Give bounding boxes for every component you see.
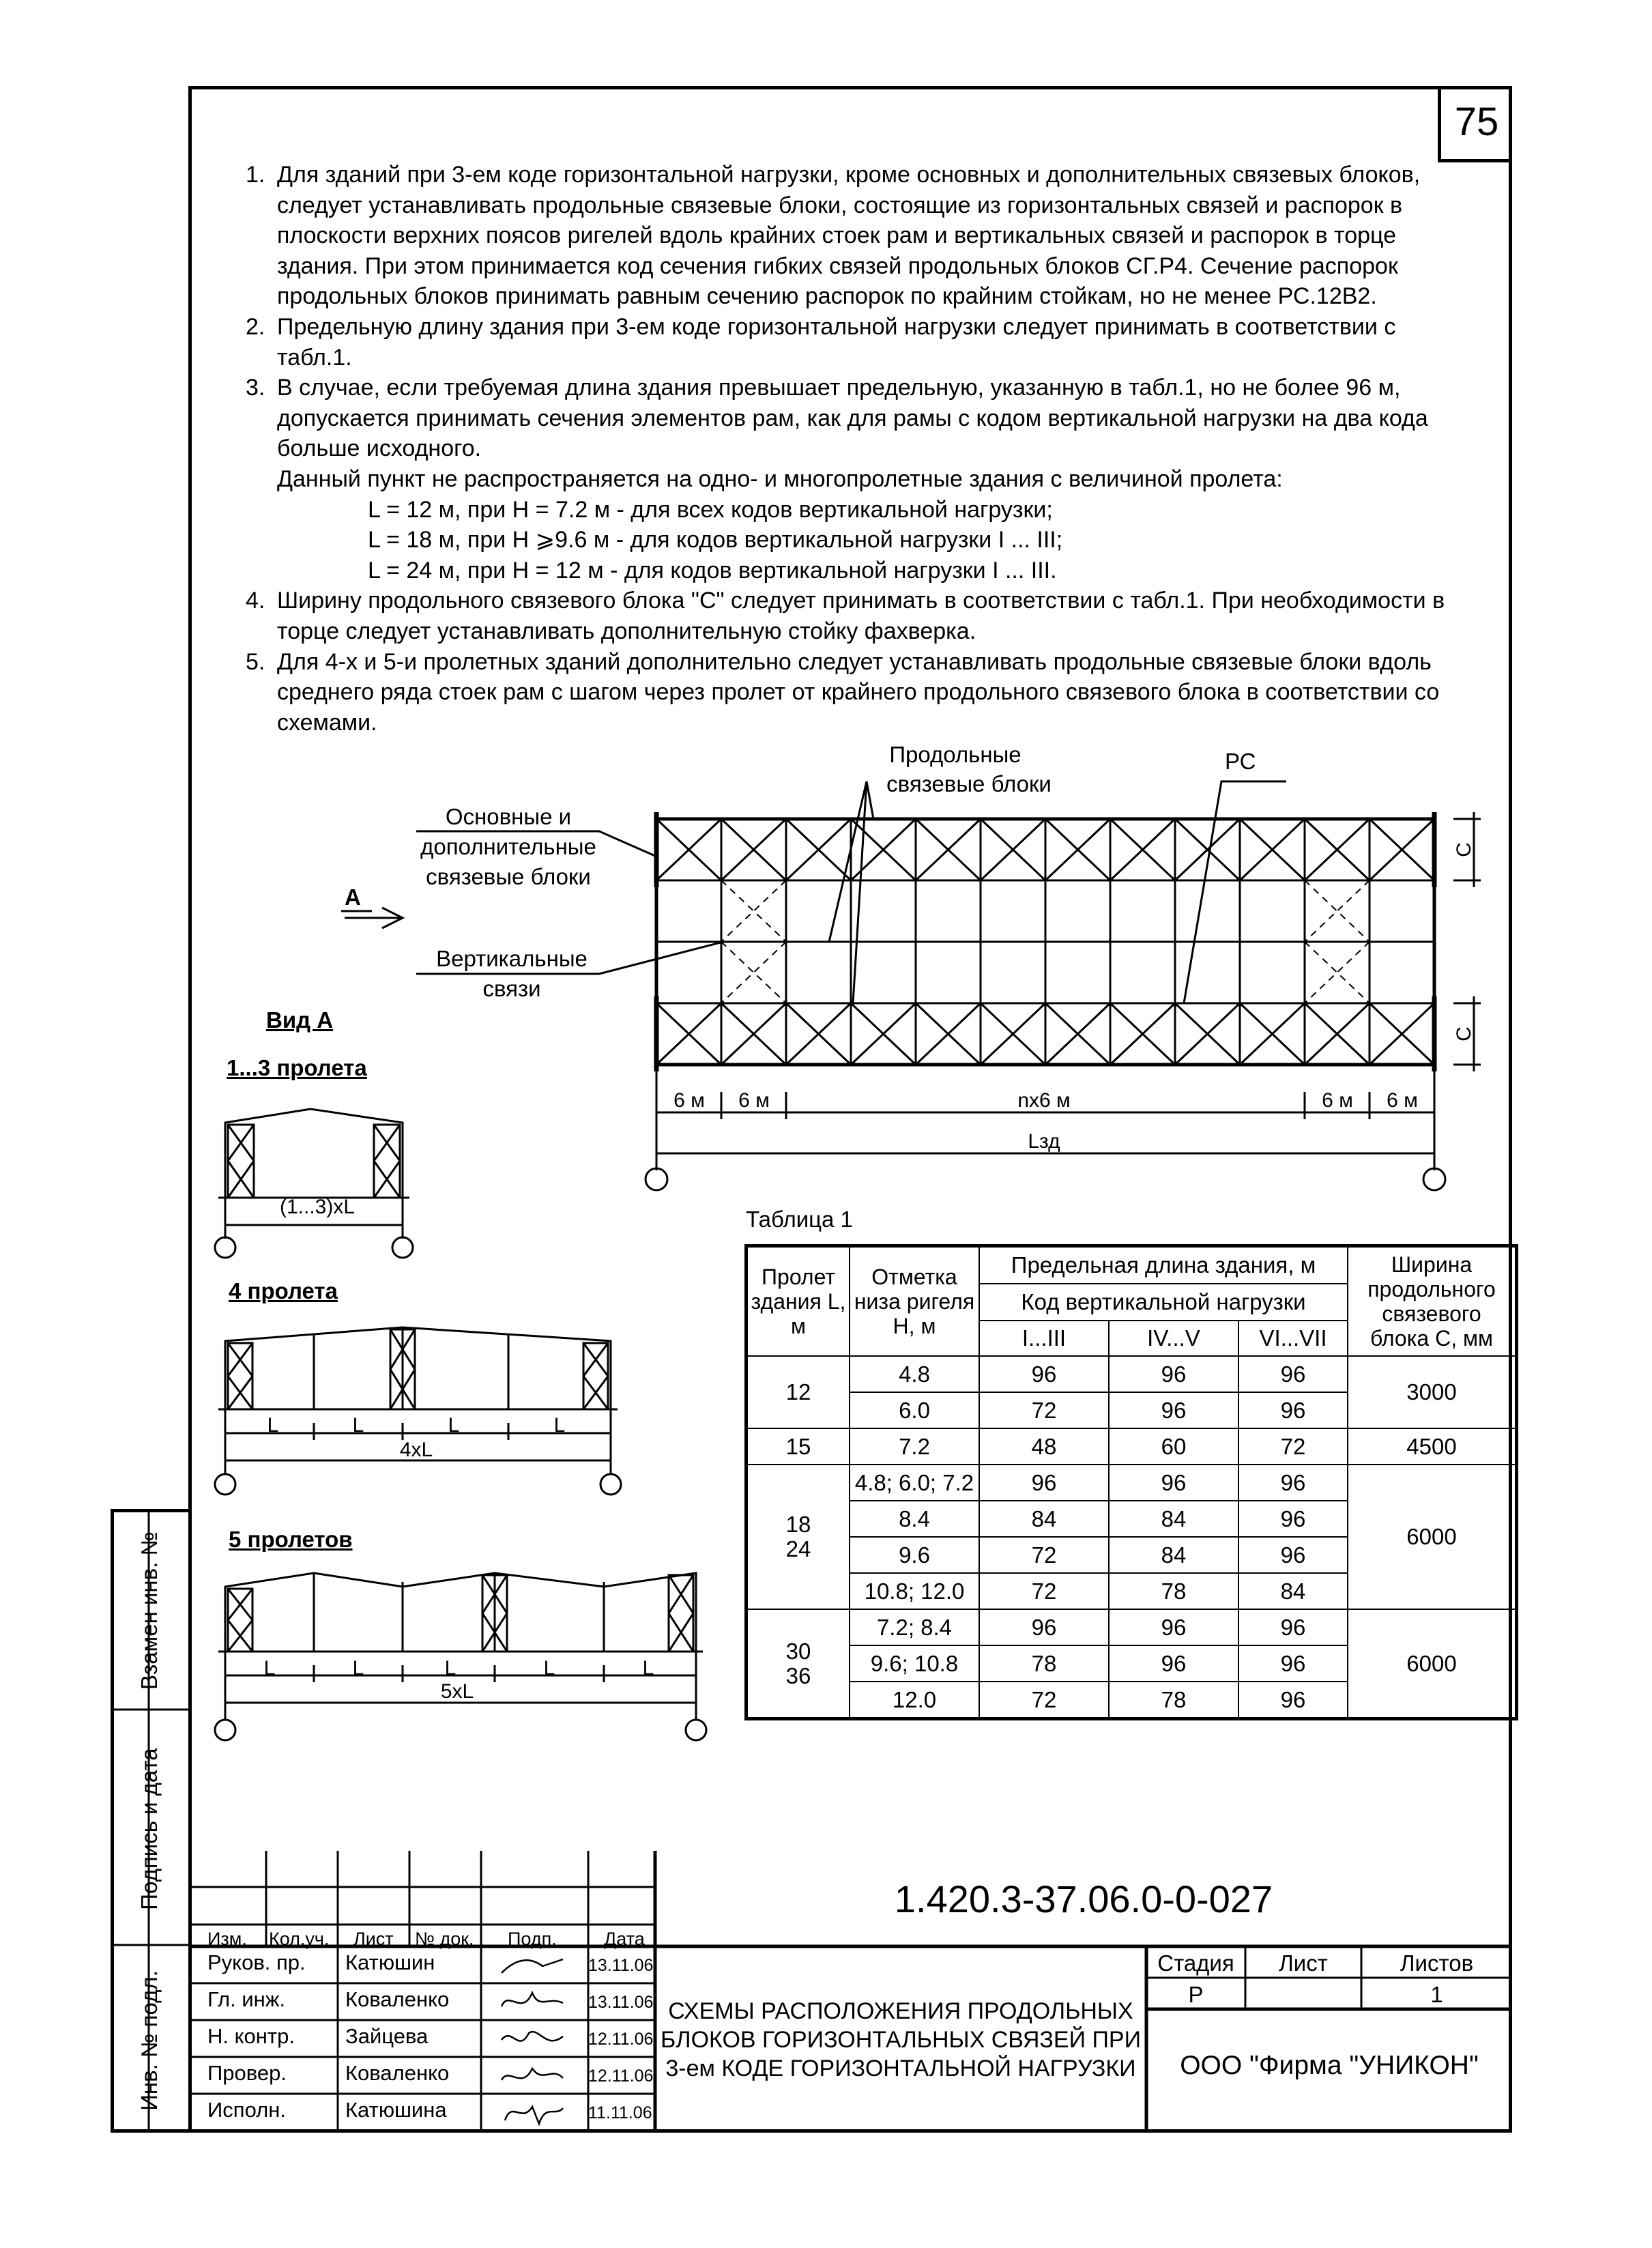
cell-a: 48	[979, 1428, 1109, 1465]
person-name: Коваленко	[345, 1987, 450, 2011]
col-doc: № док.	[415, 1929, 474, 1949]
span4-l: L	[267, 1414, 279, 1437]
note-text: Для зданий при 3-ем коде горизонтальной нагрузки, кроме основных и дополнительных связевых блоков, следует устанавливать продольные связевые блоки, состоящие из горизонтальных связей и распорок в плоскости верхних поясов ригелей вдоль крайних стоек рам и вертикальных связей и распорок в торце здания. При этом принимается код сечения гибких связей продольных блоков СГ.Р4. Сечение распорок продольных блоков принимать равным сечению распорок по крайним стойкам, но не менее РС.12В2.	[277, 162, 1421, 310]
note-text: В случае, если требуемая длина здания превышает предельную, указанную в табл.1, но не более 96 м, допускается принимать сечения элементов рам, как для рамы с кодом вертикальной нагрузки на два кода больше исходного.	[277, 375, 1428, 462]
side-repl: Взамен инв. №	[136, 1531, 162, 1690]
cell-a: 72	[979, 1682, 1109, 1719]
cell-b: 96	[1109, 1609, 1238, 1645]
h-code2: IV...V	[1109, 1321, 1238, 1356]
dim-6m: 6 м	[673, 1089, 705, 1112]
cell-a: 84	[979, 1501, 1109, 1537]
cell-c: 96	[1238, 1537, 1348, 1573]
cell-c: 72	[1238, 1428, 1348, 1465]
signature	[488, 2096, 583, 2128]
cell-c: 96	[1238, 1609, 1348, 1645]
cell-mark: 4.8; 6.0; 7.2	[850, 1465, 979, 1501]
h-code: Код вертикальной нагрузки	[979, 1284, 1348, 1321]
label-main-2: дополнительные	[420, 834, 596, 859]
cell-width: 6000	[1348, 1465, 1517, 1609]
cell-width: 6000	[1348, 1609, 1517, 1719]
doc-number: 1.420.3-37.06.0-0-027	[894, 1877, 1273, 1920]
cell-b: 78	[1109, 1573, 1238, 1609]
stage-value: Р	[1188, 1982, 1204, 2007]
span-18: 18	[785, 1512, 811, 1537]
sheet-label: Лист	[1279, 1950, 1328, 1976]
cell-c: 96	[1238, 1645, 1348, 1682]
h-maxlen: Предельная длина здания, м	[979, 1246, 1348, 1284]
dim-nx6: nx6 м	[1017, 1089, 1071, 1112]
span3-dim: (1...3)xL	[279, 1196, 356, 1218]
note-number: 3.	[246, 375, 265, 401]
note-text: Для 4-х и 5-и пролетных зданий дополнительно следует устанавливать продольные связевые блоки вдоль среднего ряда стоек рам с шагом через пролет от крайнего продольного связевого блока в соответствии со схемами.	[277, 648, 1440, 736]
cell-b: 96	[1109, 1356, 1238, 1392]
person-date: 12.11.06	[588, 2030, 654, 2049]
cell-b: 96	[1109, 1392, 1238, 1428]
note-case: L = 12 м, при H = 7.2 м - для всех кодов вертикальной нагрузки;	[368, 496, 1053, 523]
person-name: Коваленко	[345, 2061, 450, 2085]
cell-a: 72	[979, 1392, 1109, 1428]
page-number: 75	[1438, 86, 1512, 162]
cell-c: 96	[1238, 1392, 1348, 1428]
side-sign: Подпись и дата	[136, 1748, 162, 1910]
span5-l: L	[543, 1657, 555, 1680]
cell-a: 78	[979, 1645, 1109, 1682]
span5-l: L	[444, 1657, 457, 1680]
cell-b: 84	[1109, 1537, 1238, 1573]
person-role: Гл. инж.	[207, 1987, 286, 2011]
person-role: Исполн.	[207, 2098, 286, 2122]
c-dim-bottom: С	[1452, 1026, 1475, 1041]
span4-title: 4 пролета	[229, 1278, 338, 1303]
label-main-3: связевые блоки	[426, 864, 591, 889]
sheets-value: 1	[1430, 1982, 1443, 2007]
span-30: 30	[785, 1638, 811, 1664]
cell-a: 96	[979, 1465, 1109, 1501]
span5-l: L	[642, 1657, 654, 1680]
cell-b: 96	[1109, 1465, 1238, 1501]
cell-b: 96	[1109, 1645, 1238, 1682]
label-longitudinal-2: связевые блоки	[886, 771, 1052, 796]
col-izm: Изм.	[207, 1929, 247, 1949]
cell-b: 60	[1109, 1428, 1238, 1465]
span5-dim: 5xL	[440, 1680, 474, 1703]
note-number: 2.	[246, 313, 265, 340]
cell-span: 15	[747, 1428, 850, 1465]
cell-mark: 4.8	[850, 1356, 979, 1392]
span3-title: 1...3 пролета	[227, 1055, 367, 1080]
span4-dim: 4xL	[399, 1439, 433, 1461]
person-date: 13.11.06	[588, 1993, 654, 2012]
span5-l: L	[352, 1657, 364, 1680]
dim-6m: 6 м	[1322, 1089, 1353, 1112]
company: ООО "Фирма "УНИКОН"	[1180, 2051, 1479, 2080]
stage-label: Стадия	[1157, 1950, 1234, 1976]
span5-title: 5 пролетов	[229, 1527, 353, 1552]
side-inv: Инв. № подл.	[136, 1970, 162, 2111]
person-date: 12.11.06	[588, 2066, 654, 2086]
c-dim-top: С	[1452, 842, 1475, 857]
span4-l: L	[448, 1414, 460, 1437]
cell-mark: 6.0	[850, 1392, 979, 1428]
cell-a: 72	[979, 1537, 1109, 1573]
span-36: 36	[785, 1662, 811, 1688]
person-date: 11.11.06	[588, 2103, 652, 2122]
dim-lzd: Lзд	[1028, 1130, 1060, 1153]
cell-c: 84	[1238, 1573, 1348, 1609]
person-date: 13.11.06	[588, 1956, 654, 1975]
cell-mark: 12.0	[850, 1682, 979, 1719]
view-a-title: Вид А	[266, 1007, 334, 1033]
label-longitudinal-1: Продольные	[889, 742, 1021, 767]
dim-6m: 6 м	[1387, 1089, 1418, 1112]
person-role: Н. контр.	[207, 2024, 295, 2048]
person-name: Катюшина	[345, 2098, 447, 2122]
table-caption: Таблица 1	[746, 1207, 853, 1232]
label-vertical-2: связи	[482, 976, 541, 1001]
cell-mark: 7.2; 8.4	[850, 1609, 979, 1645]
cell-c: 96	[1238, 1682, 1348, 1719]
span-24: 24	[785, 1536, 811, 1561]
cell-mark: 8.4	[850, 1501, 979, 1537]
person-role: Провер.	[207, 2061, 287, 2085]
span4-l: L	[352, 1414, 364, 1437]
cell-span: 12	[747, 1356, 850, 1428]
cell-c: 96	[1238, 1501, 1348, 1537]
signature	[488, 2023, 583, 2054]
sheets-label: Листов	[1400, 1950, 1474, 1976]
cell-mark: 9.6; 10.8	[850, 1645, 979, 1682]
dim-6m: 6 м	[738, 1089, 770, 1112]
cell-width: 4500	[1348, 1428, 1517, 1465]
cell-a: 96	[979, 1609, 1109, 1645]
cell-c: 96	[1238, 1356, 1348, 1392]
cell-a: 96	[979, 1356, 1109, 1392]
person-role: Руков. пр.	[207, 1950, 306, 1974]
sheet-title: СХЕМЫ РАСПОЛОЖЕНИЯ ПРОДОЛЬНЫХ БЛОКОВ ГОРИЗОНТАЛЬНЫХ СВЯЗЕЙ ПРИ 3-ем КОДЕ ГОРИЗОНТАЛЬНОЙ НАГРУЗКИ	[660, 1998, 1142, 2081]
col-podp: Подп.	[508, 1929, 557, 1949]
note-number: 1.	[246, 162, 265, 188]
person-name: Катюшин	[345, 1950, 435, 1974]
h-mark: Отметка низа ригеля Н, м	[850, 1246, 979, 1357]
note-number: 5.	[246, 648, 265, 675]
cell-b: 84	[1109, 1501, 1238, 1537]
col-data: Дата	[604, 1929, 645, 1949]
col-kol: Кол.уч.	[269, 1929, 330, 1949]
span4-l: L	[553, 1414, 566, 1437]
note-case: L = 24 м, при H = 12 м - для кодов вертикальной нагрузки I ... III.	[368, 557, 1057, 583]
h-span: Пролет здания L, м	[747, 1246, 850, 1357]
cell-width: 3000	[1348, 1356, 1517, 1428]
col-list: Лист	[353, 1929, 394, 1949]
note-text: Ширину продольного связевого блока "С" следует принимать в соответствии с табл.1. При необходимости в торце следует устанавливать дополнительную стойку фахверка.	[277, 588, 1445, 644]
cell-a: 72	[979, 1573, 1109, 1609]
h-code3: VI...VII	[1238, 1321, 1348, 1356]
note-number: 4.	[246, 588, 265, 614]
span5-l: L	[263, 1657, 276, 1680]
signature	[488, 2060, 583, 2091]
cell-mark: 9.6	[850, 1537, 979, 1573]
label-main-1: Основные и	[445, 804, 572, 829]
h-width: Ширина продольного связевого блока С, мм	[1348, 1246, 1517, 1357]
arrow-a-label: А	[345, 884, 361, 910]
cell-c: 96	[1238, 1465, 1348, 1501]
note-case: L = 18 м, при H ⩾9.6 м - для кодов вертикальной нагрузки I ... III;	[368, 527, 1063, 553]
note-text: Предельную длину здания при 3-ем коде горизонтальной нагрузки следует принимать в соответствии с табл.1.	[277, 313, 1396, 371]
cell-b: 78	[1109, 1682, 1238, 1719]
person-name: Зайцева	[345, 2024, 429, 2048]
signature	[488, 1949, 583, 1980]
h-code1: I...III	[979, 1321, 1109, 1356]
note-text: Данный пункт не распространяется на одно- и многопролетные здания с величиной пролета:	[277, 465, 1283, 492]
label-rs: РС	[1225, 749, 1256, 774]
label-vertical-1: Вертикальные	[436, 946, 588, 971]
cell-mark: 10.8; 12.0	[850, 1573, 979, 1609]
signature	[488, 1986, 583, 2017]
cell-mark: 7.2	[850, 1428, 979, 1465]
